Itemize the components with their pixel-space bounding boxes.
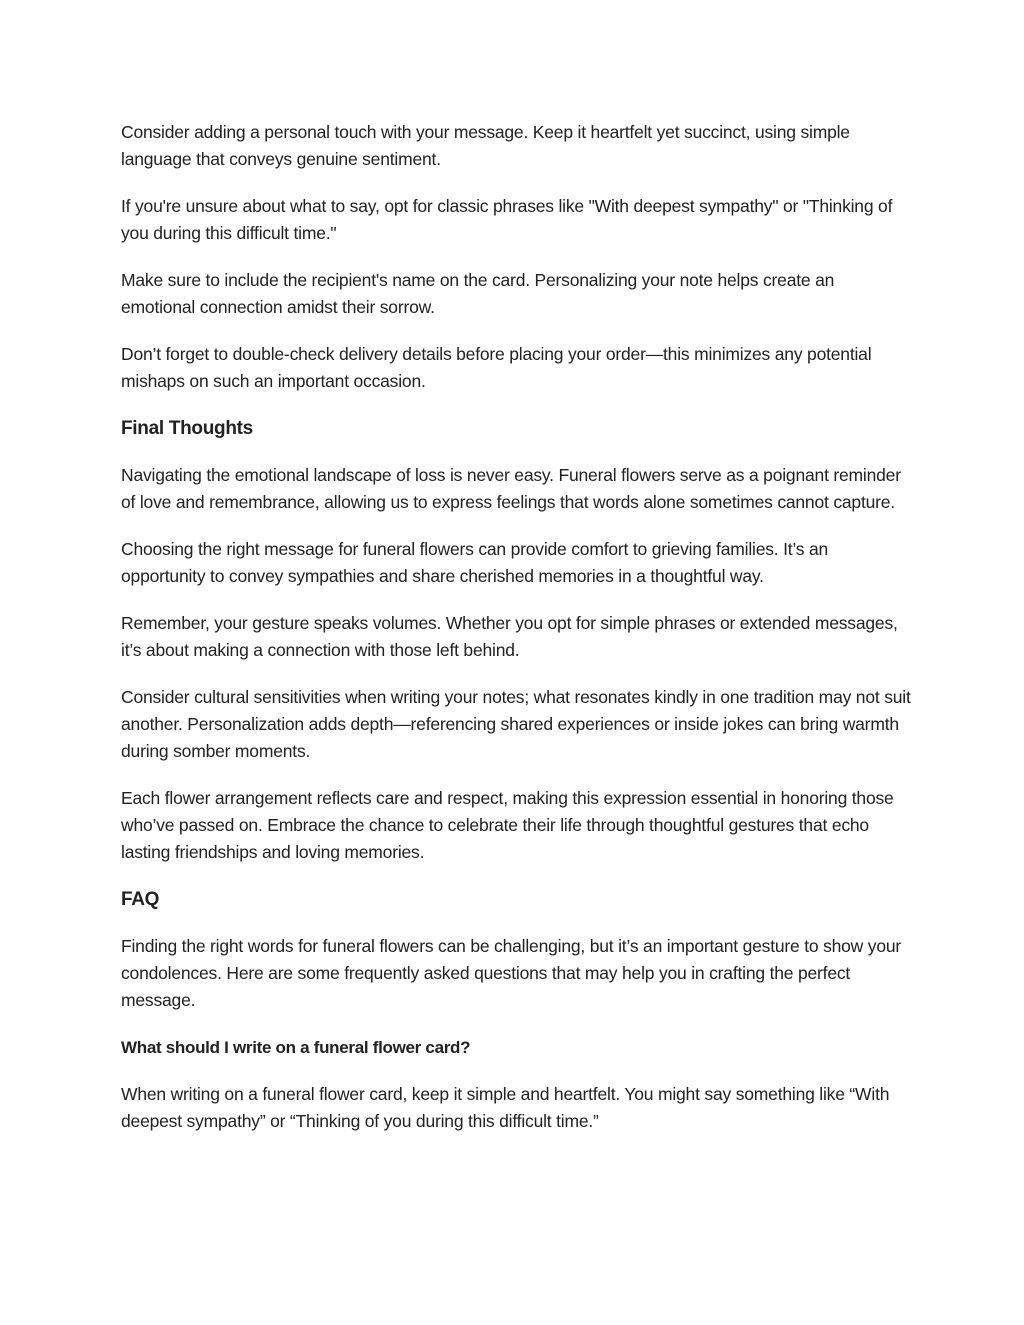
paragraph: Finding the right words for funeral flowers can be challenging, but it’s an important gesture to show your condolences. Here are some frequently asked questions that may help you in crafting the perfect message.: [121, 936, 902, 1010]
paragraph: Remember, your gesture speaks volumes. Whether you opt for simple phrases or extended messages, it’s about making a connection with those left behind.: [121, 613, 898, 660]
paragraph: Don’t forget to double-check delivery details before placing your order—this minimizes any potential mishaps on such an important occasion.: [121, 344, 872, 391]
faq-answer: When writing on a funeral flower card, keep it simple and heartfelt. You might say something like “With deepest sympathy” or “Thinking of you during this difficult time.”: [121, 1084, 890, 1131]
paragraph: Consider adding a personal touch with your message. Keep it heartfelt yet succinct, using simple language that conveys genuine sentiment.: [121, 122, 850, 169]
paragraph: If you're unsure about what to say, opt for classic phrases like "With deepest sympathy" or "Thinking of you during this difficult time.": [121, 196, 893, 243]
paragraph: Choosing the right message for funeral flowers can provide comfort to grieving families. It’s an opportunity to convey sympathies and share cherished memories in a thoughtful way.: [121, 539, 829, 586]
article-body: [121, 119, 911, 1155]
paragraph: Each flower arrangement reflects care and respect, making this expression essential in honoring those who’ve passed on. Embrace the chance to celebrate their life through thoughtful gestures that echo lasting friendships and loving memories.: [121, 788, 894, 862]
heading-faq: FAQ: [121, 889, 160, 910]
faq-question: What should I write on a funeral flower card?: [121, 1038, 471, 1057]
paragraph: Consider cultural sensitivities when writing your notes; what resonates kindly in one tradition may not suit another. Personalization adds depth—referencing shared experiences or inside jokes can bring warmth during somber moments.: [121, 687, 911, 761]
paragraph: Navigating the emotional landscape of loss is never easy. Funeral flowers serve as a poignant reminder of love and remembrance, allowing us to express feelings that words alone sometimes cannot capture.: [121, 465, 901, 512]
heading-final-thoughts: Final Thoughts: [121, 418, 253, 439]
paragraph: Make sure to include the recipient's name on the card. Personalizing your note helps create an emotional connection amidst their sorrow.: [121, 270, 835, 317]
